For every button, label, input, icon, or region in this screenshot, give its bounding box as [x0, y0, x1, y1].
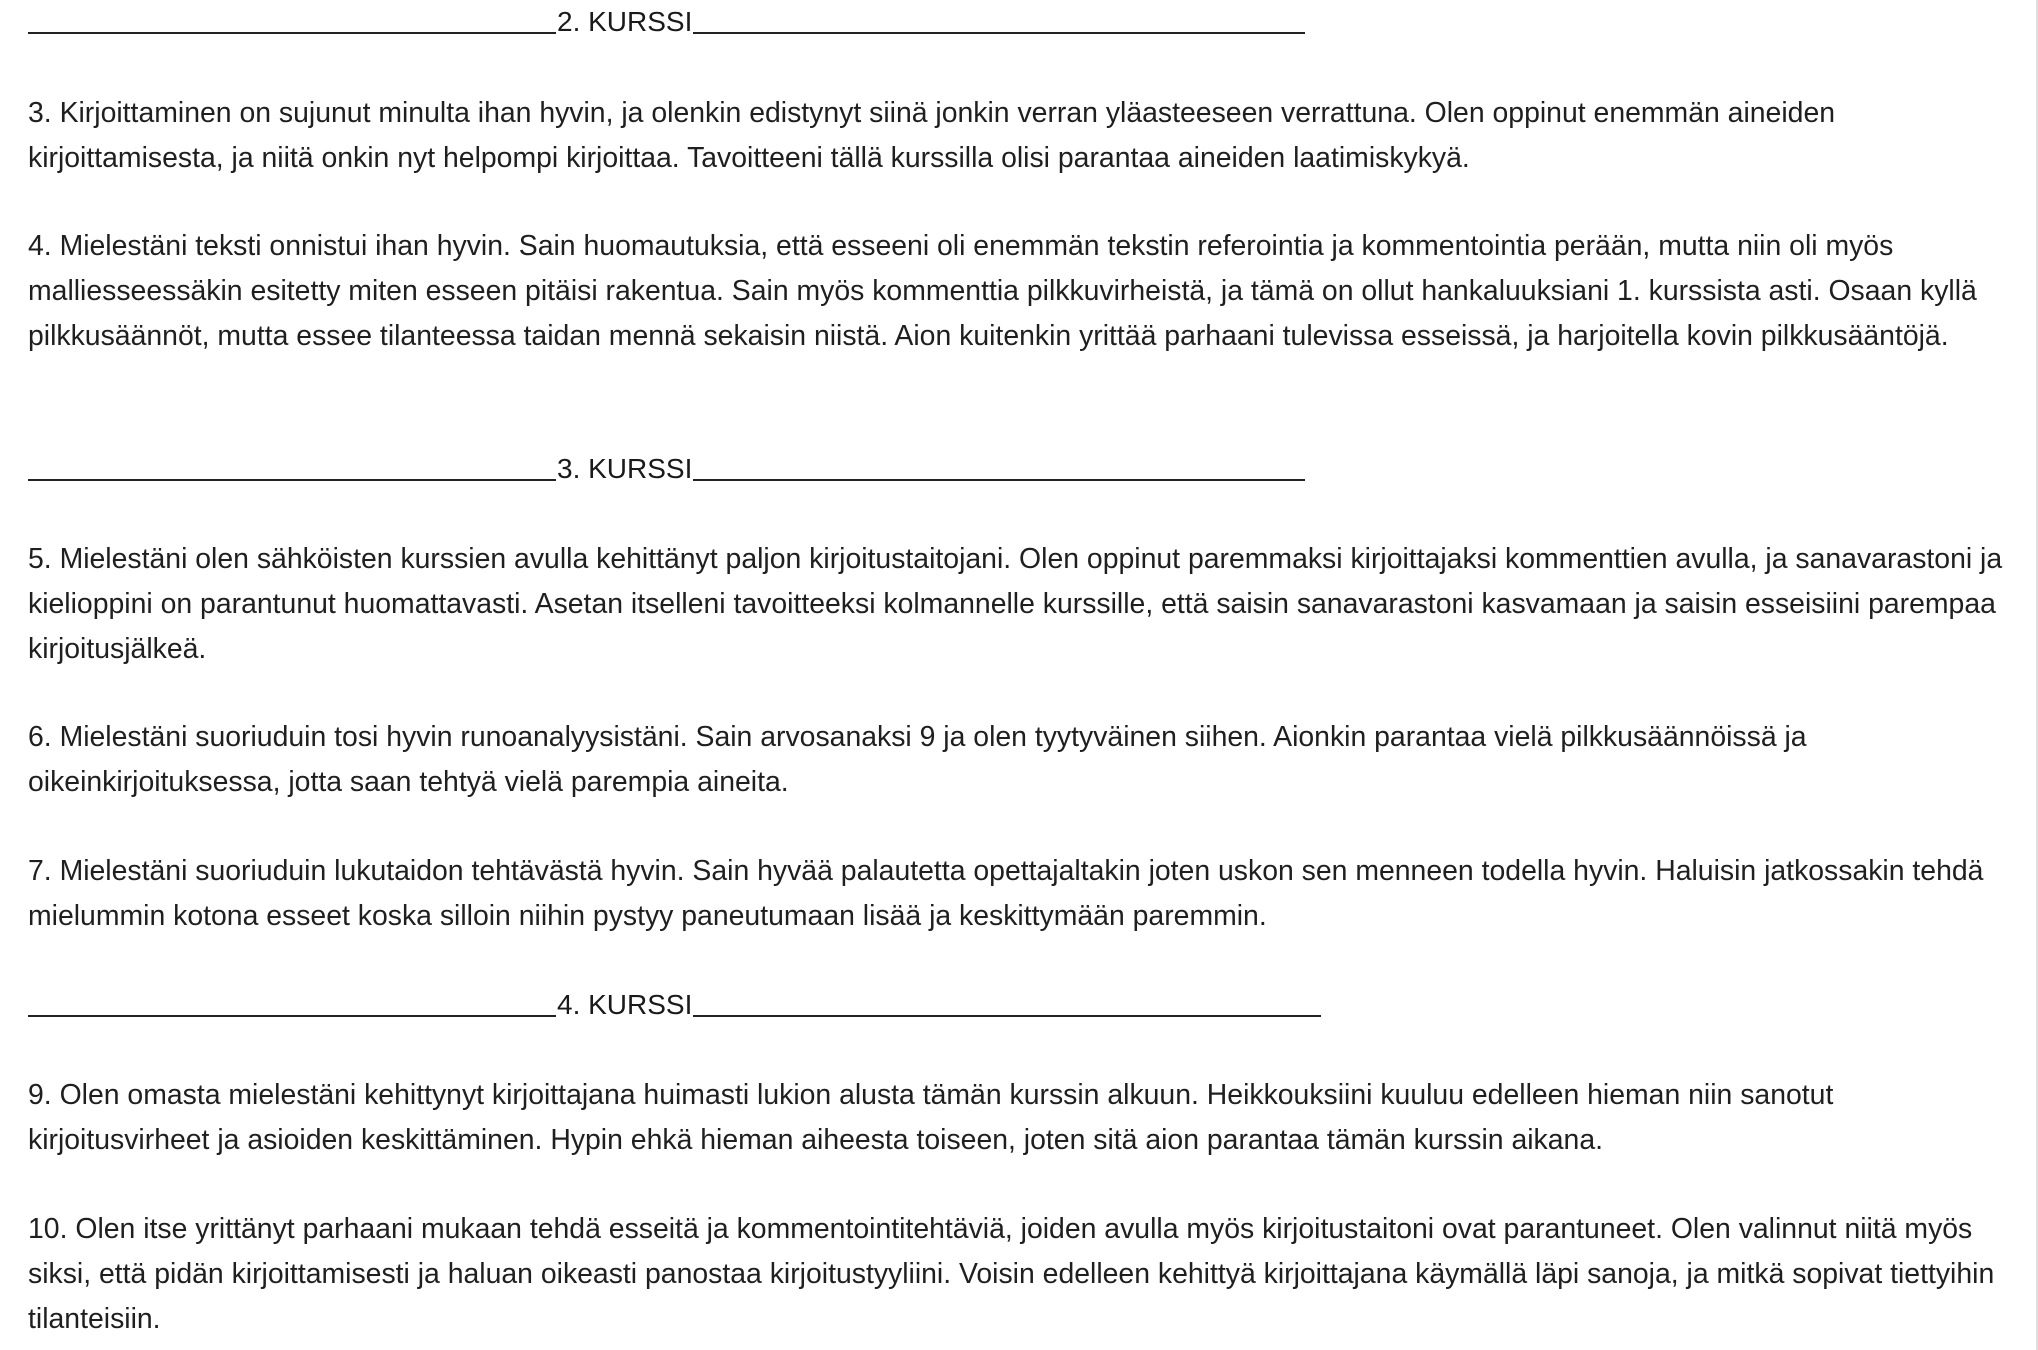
paragraph-9: 9. Olen omasta mielestäni kehittynyt kirjoittajana huimasti lukion alusta tämän kurssin alkuun. Heikkouksiini kuuluu edelleen hieman niin sanotut kirjoitusvirheet ja asioiden keskittäminen. Hypin ehkä hieman aiheesta toiseen, joten sitä aion parantaa tämän kurssin aikana.: [28, 1079, 1834, 1156]
section-divider-course-2: [28, 2, 1305, 42]
paragraph-6: 6. Mielestäni suoriuduin tosi hyvin runoanalyysistäni. Sain arvosanaksi 9 ja olen tyytyväinen siihen. Aionkin parantaa vielä pilkkusäännöissä ja oikeinkirjoituksessa, jotta saan tehtyä vielä parempia aineita.: [28, 721, 1807, 798]
paragraph-10: 10. Olen itse yrittänyt parhaani mukaan tehdä esseitä ja kommentointitehtäviä, joiden avulla myös kirjoitustaitoni ovat parantuneet. Olen valinnut niitä myös siksi, että pidän kirjoittamisesti ja haluan oikeasti panostaa kirjoitustyyliini. Voisin edelleen kehittyä kirjoittajana käymällä läpi sanoja, ja mitkä sopivat tiettyihin tilanteisiin.: [28, 1213, 1995, 1335]
paragraph-3: 3. Kirjoittaminen on sujunut minulta ihan hyvin, ja olenkin edistynyt siinä jonkin verran yläasteeseen verrattuna. Olen oppinut enemmän aineiden kirjoittamisesta, ja niitä onkin nyt helpompi kirjoittaa. Tavoitteeni tällä kurssilla olisi parantaa aineiden laatimiskykyä.: [28, 97, 1836, 174]
divider-rule-right: [693, 449, 1305, 481]
section-heading: 4. KURSSI: [557, 989, 693, 1020]
paragraph-5: 5. Mielestäni olen sähköisten kurssien avulla kehittänyt paljon kirjoitustaitojani. Olen oppinut paremmaksi kirjoittajaksi kommenttien avulla, ja sanavarastoni ja kielioppini on parantunut huomattavasti. Asetan itselleni tavoitteeksi kolmannelle kurssille, että saisin sanavarastoni kasvamaan ja saisin esseisiini parempaa kirjoitusjälkeä.: [28, 543, 2003, 665]
section-heading: 2. KURSSI: [557, 6, 693, 37]
divider-rule-left: [28, 985, 556, 1017]
divider-rule-left: [28, 449, 556, 481]
divider-rule-right: [693, 2, 1305, 34]
paragraph-7: 7. Mielestäni suoriuduin lukutaidon tehtävästä hyvin. Sain hyvää palautetta opettajaltakin joten uskon sen menneen todella hyvin. Haluisin jatkossakin tehdä mielummin kotona esseet koska silloin niihin pystyy paneutumaan lisää ja keskittymään paremmin.: [28, 855, 1984, 932]
section-heading: 3. KURSSI: [557, 453, 693, 484]
section-divider-course-3: [28, 449, 1305, 489]
paragraph-4: 4. Mielestäni teksti onnistui ihan hyvin. Sain huomautuksia, että esseeni oli enemmän tekstin referointia ja kommentointia perään, mutta niin oli myös malliesseessäkin esitetty miten esseen pitäisi rakentua. Sain myös kommenttia pilkkuvirheistä, ja tämä on ollut hankaluuksiani 1. kurssista asti. Osaan kyllä pilkkusäännöt, mutta essee tilanteessa taidan mennä sekaisin niistä. Aion kuitenkin yrittää parhaani tulevissa esseissä, ja harjoitella kovin pilkkusääntöjä.: [28, 230, 1977, 352]
divider-rule-left: [28, 2, 556, 34]
divider-rule-right: [693, 985, 1321, 1017]
section-divider-course-4: [28, 985, 1321, 1025]
